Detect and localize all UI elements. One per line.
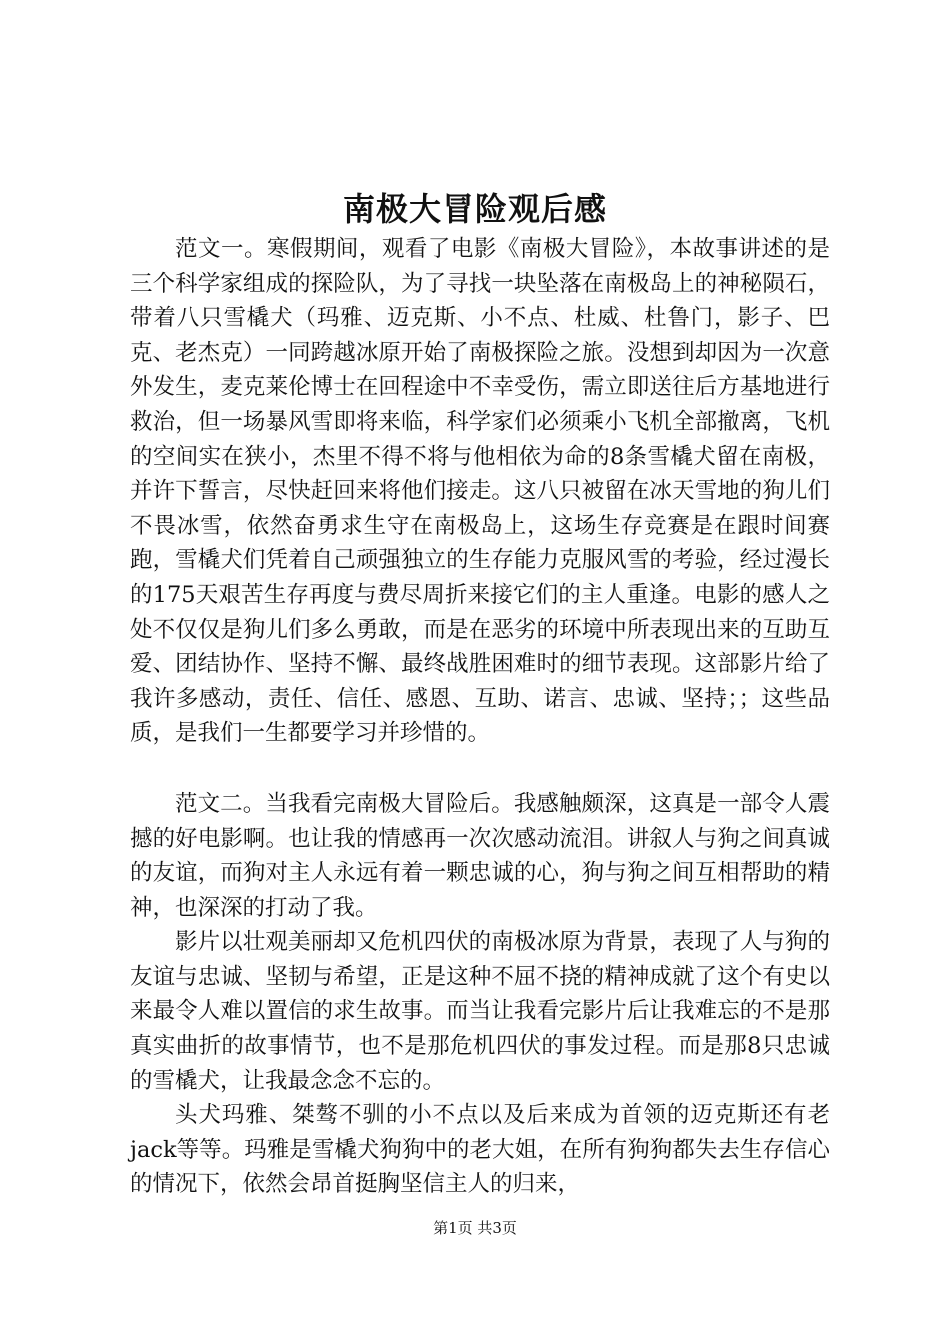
paragraph-sample-two: 范文二。当我看完南极大冒险后。我感触颇深，这真是一部令人震撼的好电影啊。也让我的情感再一次次感动流泪。讲叙人与狗之间真诚的友谊，而狗对主人永远有着一颗忠诚的心，狗与狗之间互相帮助的精神，也深深的打动了我。 — [130, 790, 830, 921]
document-title: 南极大冒险观后感 — [342, 190, 607, 228]
paragraph-sample-one: 范文一。寒假期间，观看了电影《南极大冒险》，本故事讲述的是三个科学家组成的探险队，为了寻找一块坠落在南极岛上的神秘陨石，带着八只雪橇犬（玛雅、迈克斯、小不点、杜威、杜鲁门，影子、巴克、老杰克）一同跨越冰原开始了南极探险之旅。没想到却因为一次意外发生，麦克莱伦博士在回程途中不幸受伤，需立即送往后方基地进行救治，但一场暴风雪即将来临，科学家们必须乘小飞机全部撤离，飞机的空间实在狭小，杰里不得不将与他相依为命的8条雪橇犬留在南极，并许下誓言，尽快赶回来将他们接走。这八只被留在冰天雪地的狗儿们不畏冰雪，依然奋勇求生守在南极岛上，这场生存竞赛是在跟时间赛跑，雪橇犬们凭着自己顽强独立的生存能力克服风雪的考验，经过漫长的175天艰苦生存再度与费尽周折来接它们的主人重逢。电影的感人之处不仅仅是狗儿们多么勇敢，而是在恶劣的环境中所表现出来的互助互爱、团结协作、坚持不懈、最终战胜困难时的细节表现。这部影片给了我许多感动，责任、信任、感恩、互助、诺言、忠诚、坚持；；这些品质，是我们一生都要学习并珍惜的。 — [130, 236, 830, 747]
document-body — [130, 232, 830, 1202]
page-footer: 第1页 共3页 — [433, 1219, 517, 1237]
paragraph-background: 影片以壮观美丽却又危机四伏的南极冰原为背景，表现了人与狗的友谊与忠诚、坚韧与希望，正是这种不屈不挠的精神成就了这个有史以来最令人难以置信的求生故事。而当让我看完影片后让我难忘的不是那真实曲折的故事情节，也不是那危机四伏的事发过程。而是那8只忠诚的雪橇犬，让我最念念不忘的。 — [130, 929, 830, 1094]
paragraph-gap — [130, 751, 830, 787]
paragraph-dogs: 头犬玛雅、桀骜不驯的小不点以及后来成为首领的迈克斯还有老jack等等。玛雅是雪橇犬狗狗中的老大姐，在所有狗狗都失去生存信心的情况下，依然会昂首挺胸坚信主人的归来， — [130, 1102, 830, 1198]
